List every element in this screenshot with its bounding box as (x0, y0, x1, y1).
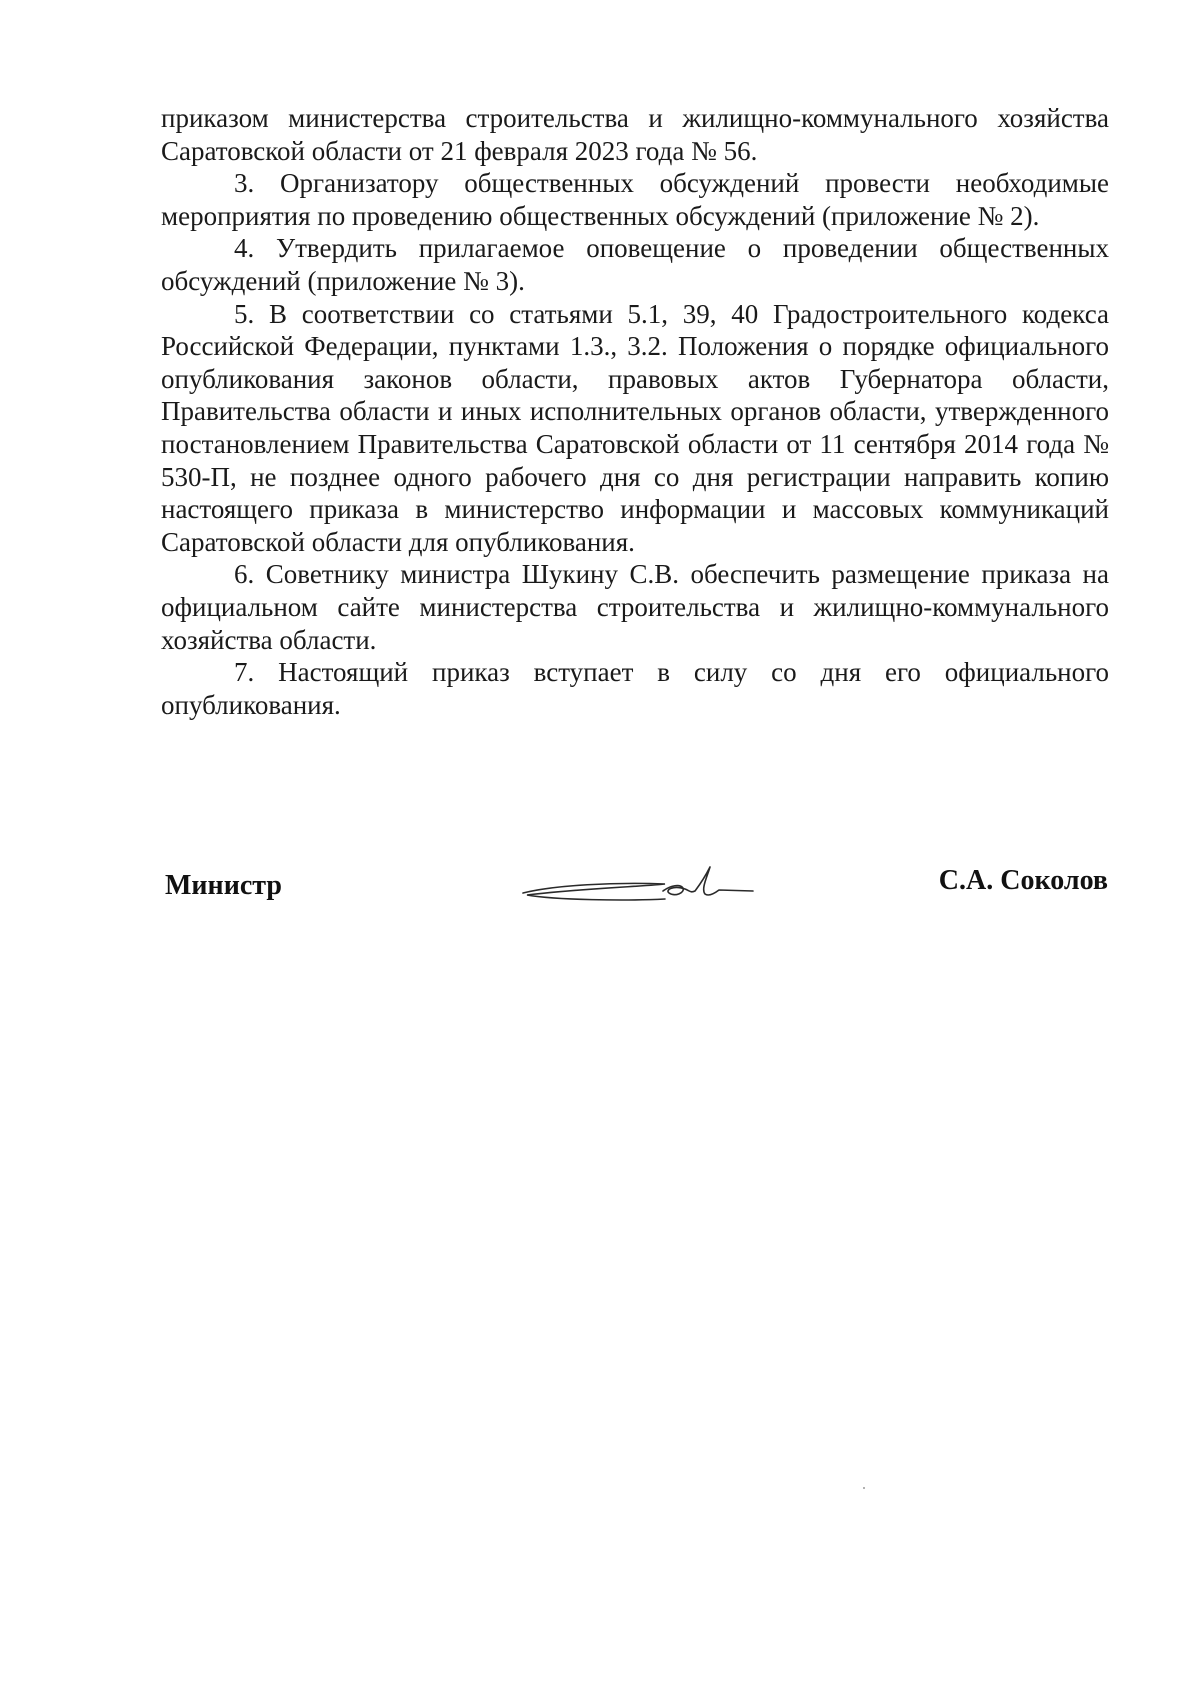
paragraph-item-5: 5. В соответствии со статьями 5.1, 39, 40 Градостроительного кодекса Российской Федерации, пунктами 1.3., 3.2. Положения о порядке официального опубликования законов области, правовых актов Губернатора области, Правительства области и иных исполнительных органов области, утвержденного постановлением Правительства Саратовской области от 11 сентября 2014 года № 530-П, не позднее одного рабочего дня со дня регистрации направить копию настоящего приказа в министерство информации и массовых коммуникаций Саратовской области для опубликования. (161, 298, 1109, 557)
document-body (161, 102, 1109, 721)
signatory-name: С.А. Соколов (938, 865, 1108, 896)
paragraph-item-6: 6. Советнику министра Шукину С.В. обеспечить размещение приказа на официальном сайте министерства строительства и жилищно-коммунального хозяйства области. (161, 559, 1109, 655)
paragraph-item-7: 7. Настоящий приказ вступает в силу со дня его официального опубликования. (161, 657, 1109, 720)
paragraph-item-4: 4. Утвердить прилагаемое оповещение о проведении общественных обсуждений (приложение № 3). (161, 233, 1109, 296)
handwritten-signature (515, 855, 760, 915)
paragraph-continuation: приказом министерства строительства и жилищно-коммунального хозяйства Саратовской области от 21 февраля 2023 года № 56. (161, 103, 1109, 166)
signatory-title: Министр (165, 870, 282, 901)
scan-speck (863, 1487, 865, 1489)
paragraph-item-3: 3. Организатору общественных обсуждений провести необходимые мероприятия по проведению общественных обсуждений (приложение № 2). (161, 168, 1109, 231)
